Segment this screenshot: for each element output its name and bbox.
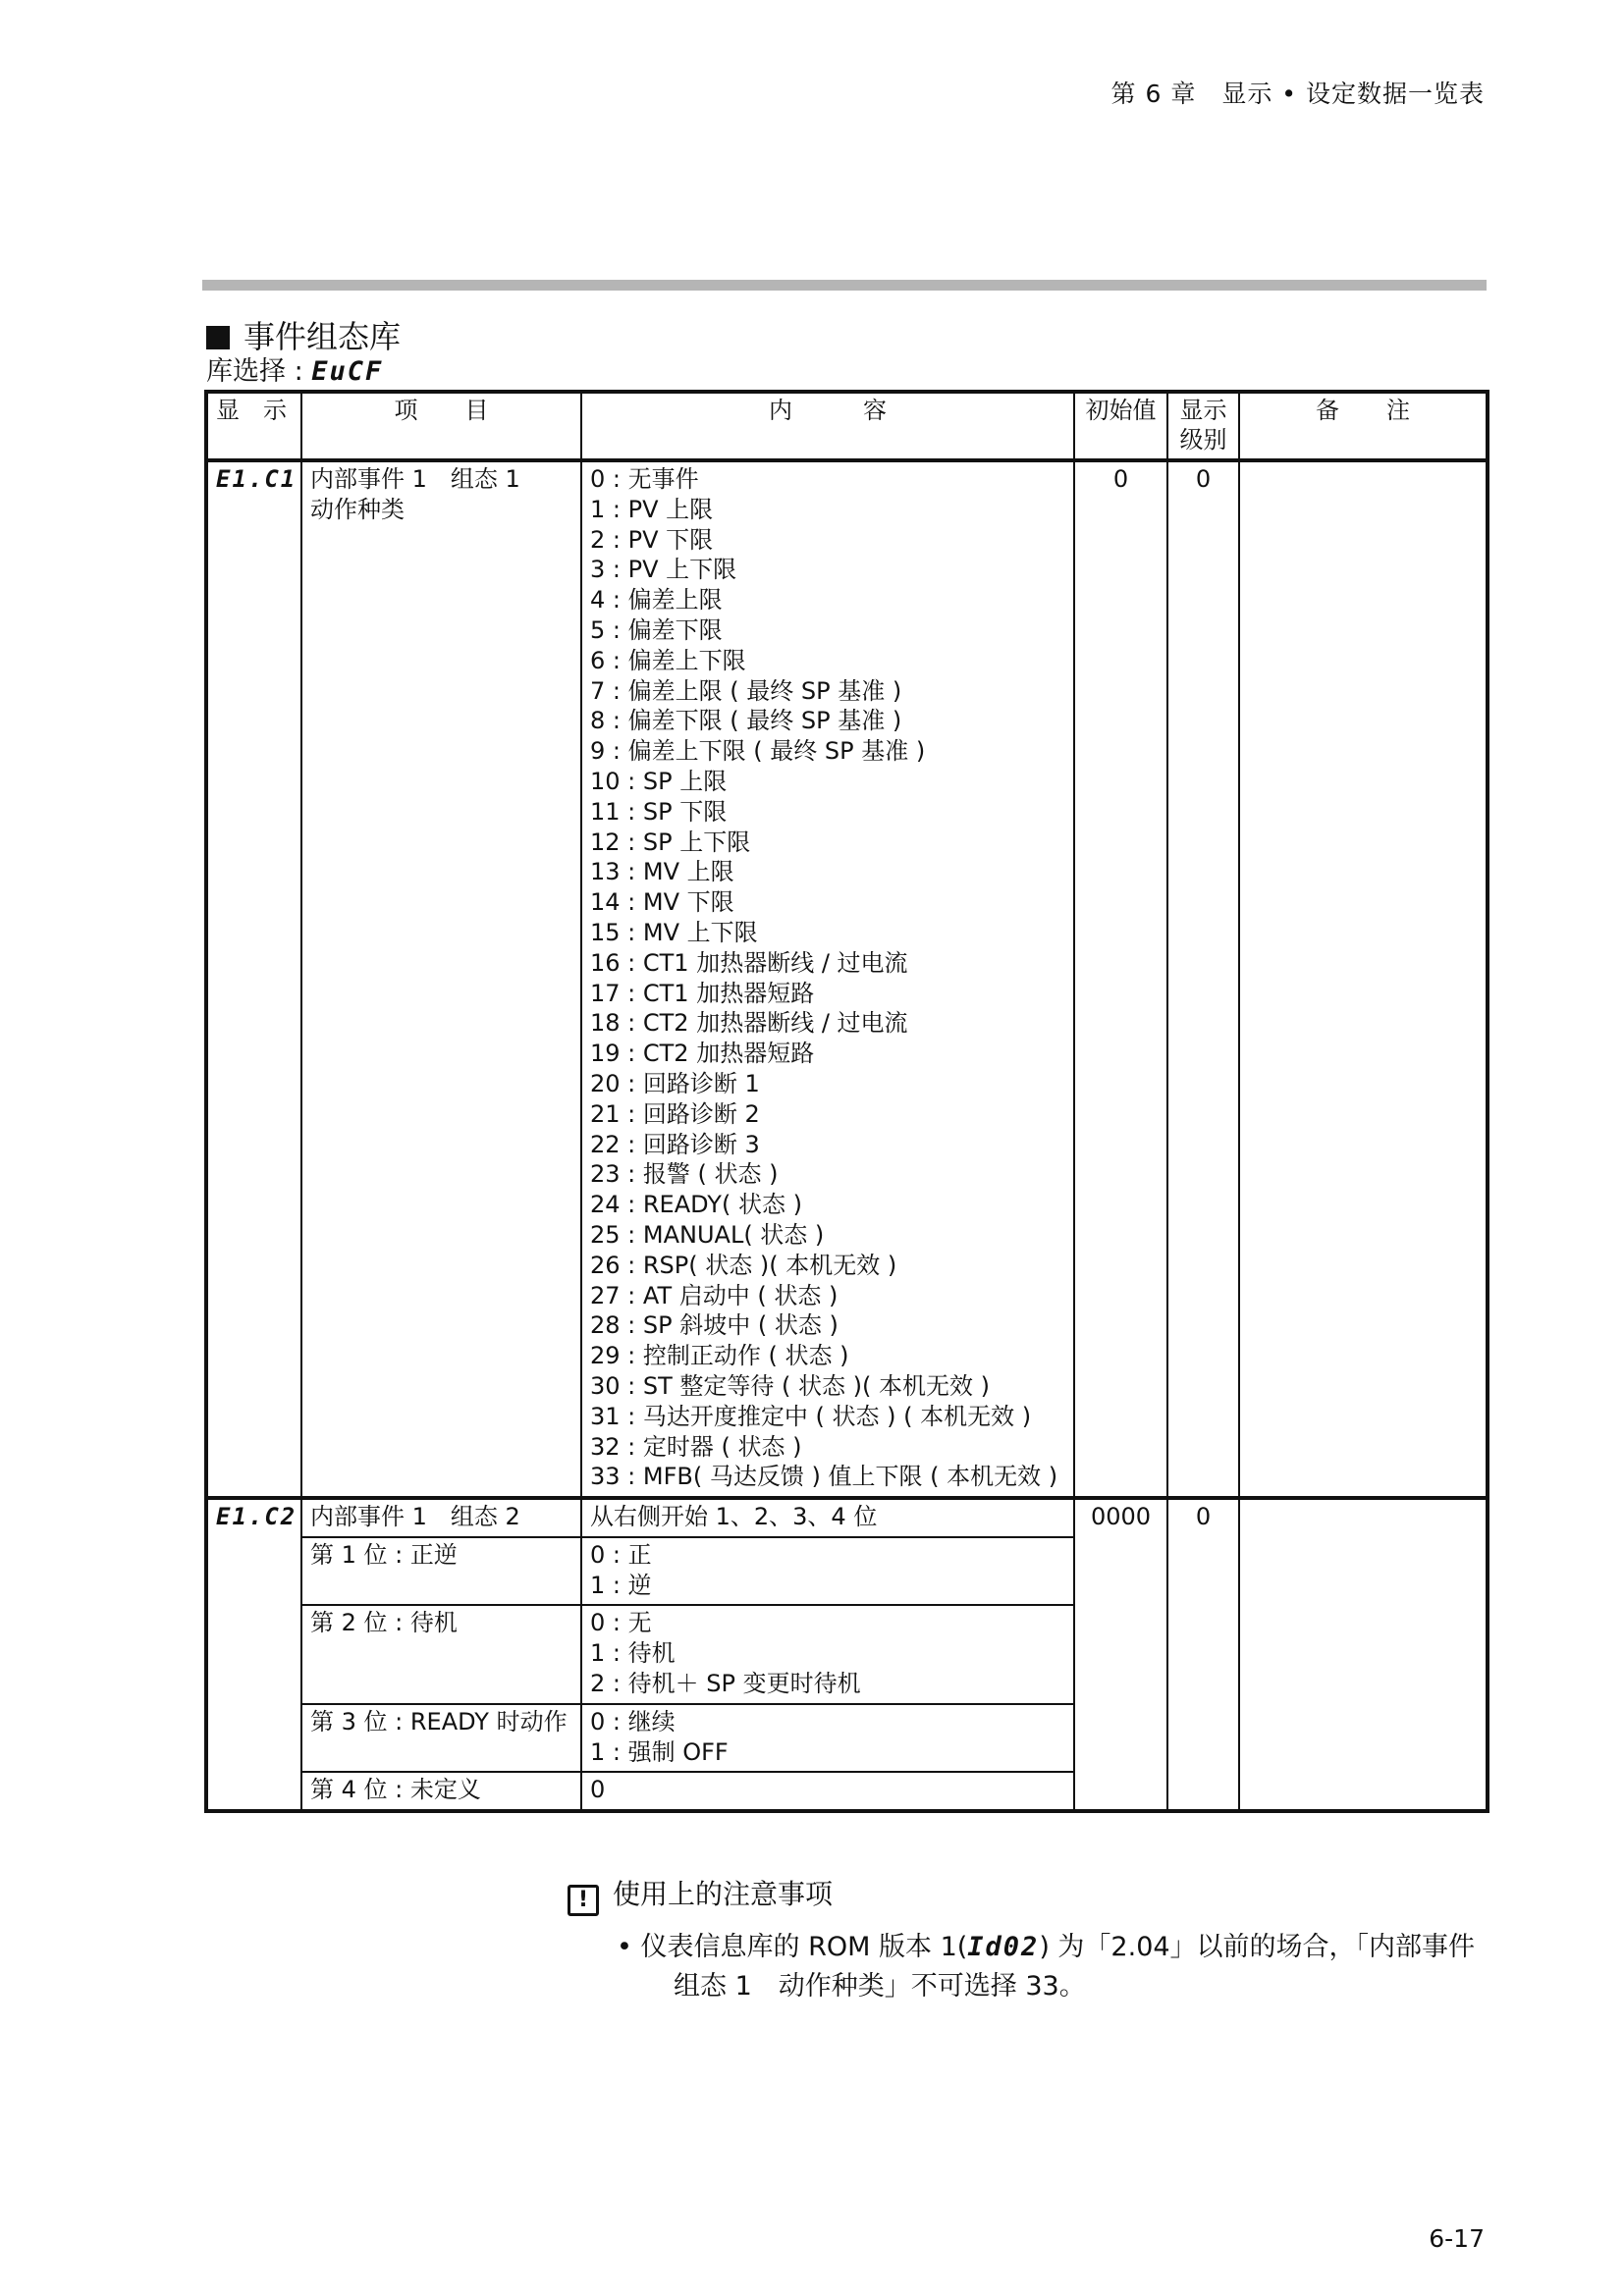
- list-item: 3 : PV 上下限: [590, 556, 737, 584]
- caution-line-2: 组态 1 动作种类」不可选择 33。: [674, 1971, 1086, 2002]
- exclamation-icon: !: [568, 1885, 599, 1916]
- list-item: 8 : 偏差下限 ( 最终 SP 基准 ): [590, 707, 902, 735]
- list-item: 15 : MV 上下限: [590, 918, 758, 946]
- list-item: 27 : AT 启动中 ( 状态 ): [590, 1281, 839, 1309]
- list-item: 0 : 继续: [590, 1707, 676, 1735]
- table-row: [206, 1498, 1488, 1537]
- header-item: 项 目: [301, 392, 581, 460]
- item-cell: 第 3 位 : READY 时动作: [301, 1704, 581, 1773]
- header-note: 备 注: [1239, 392, 1488, 460]
- list-item: 6 : 偏差上下限: [590, 646, 746, 674]
- header-initial: 初始值: [1074, 392, 1167, 460]
- event-config-table: [204, 390, 1489, 1813]
- display-level: 0: [1167, 460, 1239, 1498]
- list-item: 2 : 待机＋ SP 变更时待机: [590, 1670, 861, 1698]
- list-item: 4 : 偏差上限: [590, 586, 723, 614]
- list-item: 21 : 回路诊断 2: [590, 1099, 760, 1128]
- note-cell: [1239, 1498, 1488, 1811]
- item-cell: 第 4 位 : 未定义: [301, 1772, 581, 1811]
- list-item: 17 : CT1 加热器短路: [590, 979, 815, 1007]
- bank-select-line: [206, 349, 383, 388]
- note-cell: [1239, 460, 1488, 1498]
- list-item: 28 : SP 斜坡中 ( 状态 ): [590, 1311, 839, 1340]
- list-item: 33 : MFB( 马达反馈 ) 值上下限 ( 本机无效 ): [590, 1463, 1058, 1491]
- page-number: 6-17: [1429, 2224, 1485, 2253]
- list-item: 0: [590, 1776, 606, 1804]
- list-item: 1 : PV 上限: [590, 495, 714, 523]
- display-level: 0: [1167, 1498, 1239, 1811]
- caution-heading: [568, 1873, 833, 1916]
- list-item: 0 : 无事件: [590, 465, 699, 493]
- list-item: 14 : MV 下限: [590, 888, 734, 917]
- list-item: 30 : ST 整定等待 ( 状态 )( 本机无效 ): [590, 1371, 991, 1400]
- item-cell: 内部事件 1 组态 2: [301, 1498, 581, 1537]
- table-row: [206, 460, 1488, 1498]
- list-item: 18 : CT2 加热器断线 / 过电流: [590, 1009, 908, 1038]
- list-item: 32 : 定时器 ( 状态 ): [590, 1432, 802, 1461]
- caution-line-1: • 仪表信息库的 ROM 版本 1(Id02) 为「2.04」以前的场合，「内部事件: [617, 1932, 1476, 1962]
- list-item: 23 : 报警 ( 状态 ): [590, 1160, 779, 1189]
- list-item: 20 : 回路诊断 1: [590, 1069, 760, 1097]
- display-code: E1.C2: [206, 1498, 301, 1811]
- list-item: 10 : SP 上限: [590, 767, 728, 795]
- list-item: 7 : 偏差上限 ( 最终 SP 基准 ): [590, 676, 902, 705]
- content-cell: [581, 1772, 1074, 1811]
- section-title-text: 事件组态库: [244, 318, 402, 355]
- list-item: 1 : 逆: [590, 1571, 652, 1599]
- list-item: 22 : 回路诊断 3: [590, 1130, 760, 1158]
- content-cell: 从右侧开始 1、2、3、4 位: [581, 1498, 1074, 1537]
- caution-body: [617, 1928, 1490, 2006]
- list-item: 11 : SP 下限: [590, 797, 728, 826]
- list-item: 1 : 强制 OFF: [590, 1737, 729, 1766]
- content-cell: [581, 1605, 1074, 1703]
- display-code: E1.C1: [206, 460, 301, 1498]
- list-item: 24 : READY( 状态 ): [590, 1191, 802, 1219]
- header-display: 显 示: [206, 392, 301, 460]
- bank-select-label: 库选择 :: [206, 356, 312, 387]
- list-item: 16 : CT1 加热器断线 / 过电流: [590, 948, 908, 977]
- header-level: 显示 级别: [1167, 392, 1239, 460]
- list-item: 26 : RSP( 状态 )( 本机无效 ): [590, 1251, 897, 1279]
- list-item: 0 : 正: [590, 1540, 652, 1569]
- list-item: 29 : 控制正动作 ( 状态 ): [590, 1342, 849, 1370]
- list-item: 9 : 偏差上下限 ( 最终 SP 基准 ): [590, 737, 926, 766]
- option-list: [590, 464, 1065, 1492]
- caution-title: 使用上的注意事项: [613, 1878, 834, 1910]
- square-bullet-icon: [206, 326, 230, 349]
- item-cell: 第 1 位 : 正逆: [301, 1537, 581, 1606]
- chapter-header: 第 6 章 显示 • 设定数据一览表: [1110, 80, 1485, 108]
- list-item: 12 : SP 上下限: [590, 828, 751, 856]
- list-item: 25 : MANUAL( 状态 ): [590, 1220, 825, 1249]
- content-cell: [581, 1537, 1074, 1606]
- bank-code: EuCF: [311, 356, 384, 387]
- header-content: 内 容: [581, 392, 1074, 460]
- section-divider: [202, 280, 1487, 291]
- initial-value: 0000: [1074, 1498, 1167, 1811]
- table-header-row: [206, 392, 1488, 460]
- list-item: 13 : MV 上限: [590, 858, 734, 886]
- item-cell: 内部事件 1 组态 1 动作种类: [301, 460, 581, 1498]
- list-item: 2 : PV 下限: [590, 525, 714, 554]
- content-cell: [581, 460, 1074, 1498]
- list-item: 5 : 偏差下限: [590, 615, 723, 644]
- list-item: 31 : 马达开度推定中 ( 状态 ) ( 本机无效 ): [590, 1402, 1032, 1430]
- content-cell: [581, 1704, 1074, 1773]
- rom-version-code: Id02: [967, 1932, 1040, 1962]
- list-item: 0 : 无: [590, 1609, 652, 1637]
- list-item: 19 : CT2 加热器短路: [590, 1040, 815, 1068]
- list-item: 1 : 待机: [590, 1639, 676, 1668]
- initial-value: 0: [1074, 460, 1167, 1498]
- item-cell: 第 2 位 : 待机: [301, 1605, 581, 1703]
